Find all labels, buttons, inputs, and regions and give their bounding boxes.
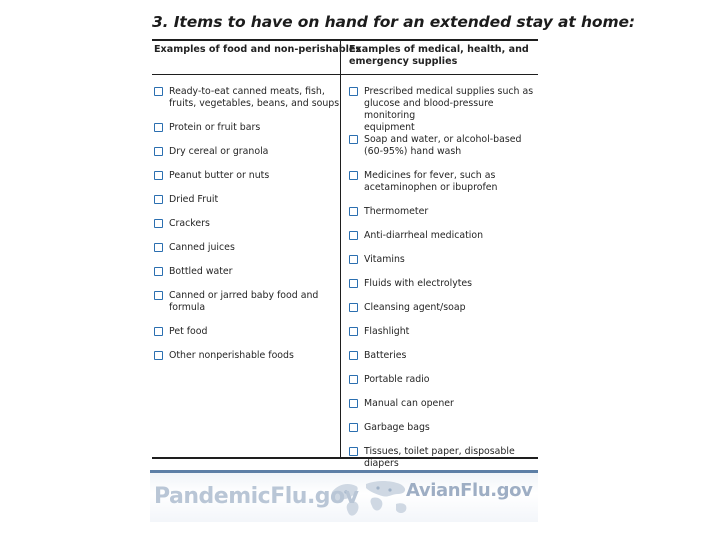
checklist-item-line: Canned or jarred baby food and (169, 290, 319, 301)
checklist-item (364, 230, 483, 242)
checklist-item (169, 290, 318, 314)
checklist-item-line: acetaminophen or ibuprofen (364, 182, 498, 193)
checklist-item-line: Fluids with electrolytes (364, 278, 473, 289)
checklist-item-line: Protein or fruit bars (169, 122, 261, 133)
checkbox-icon[interactable] (349, 447, 358, 456)
checklist-item (364, 302, 466, 314)
checklist-item-line: Soap and water, or alcohol-based (364, 134, 522, 145)
checklist-item (364, 326, 409, 338)
checklist-table (152, 39, 538, 469)
checkbox-icon[interactable] (154, 219, 163, 228)
checkbox-icon[interactable] (349, 327, 358, 336)
checkbox-icon[interactable] (349, 87, 358, 96)
checklist-item (364, 206, 428, 218)
checkbox-icon[interactable] (349, 231, 358, 240)
checklist-item (169, 266, 233, 278)
checklist-item (169, 122, 260, 134)
checkbox-icon[interactable] (349, 135, 358, 144)
checklist-item (364, 170, 498, 194)
checklist-item-line: Cleansing agent/soap (364, 302, 466, 313)
checkbox-icon[interactable] (349, 351, 358, 360)
checklist-item (364, 422, 430, 434)
checklist-item-line: Peanut butter or nuts (169, 170, 270, 181)
checklist-item (364, 86, 538, 134)
checklist-item-line: Dry cereal or granola (169, 146, 269, 157)
checkbox-icon[interactable] (154, 171, 163, 180)
checklist-item-line: equipment (364, 122, 415, 133)
checklist-item-line: Pet food (169, 326, 208, 337)
checklist-item-line: Vitamins (364, 254, 405, 265)
pandemicflu-logo[interactable]: PandemicFlu.gov (154, 484, 359, 509)
checklist-item (169, 350, 294, 362)
checklist-item-line: Batteries (364, 350, 407, 361)
column-header-medical (349, 44, 529, 68)
checklist-item-line: Portable radio (364, 374, 430, 385)
checklist-item-line: Canned juices (169, 242, 235, 253)
checkbox-icon[interactable] (154, 327, 163, 336)
checklist-item-line: Crackers (169, 218, 210, 229)
checklist-item-line: Other nonperishable foods (169, 350, 294, 361)
checklist-item-line: Ready-to-eat canned meats, fish, (169, 86, 325, 97)
header-bottom-rule (152, 74, 538, 75)
checkbox-icon[interactable] (349, 279, 358, 288)
checklist-item (169, 194, 218, 206)
checkbox-icon[interactable] (349, 171, 358, 180)
avianflu-logo[interactable]: AvianFlu.gov (406, 480, 533, 501)
column-header-food-line: Examples of food and non-perishables (154, 44, 362, 55)
checklist-item (169, 146, 268, 158)
page-title: 3. Items to have on hand for an extended stay at home: (152, 13, 636, 31)
checkbox-icon[interactable] (349, 255, 358, 264)
column-header-medical-line: emergency supplies (349, 56, 458, 67)
checkbox-icon[interactable] (154, 123, 163, 132)
checklist-item-line: Thermometer (364, 206, 429, 217)
checkbox-icon[interactable] (154, 267, 163, 276)
checklist-item (169, 86, 339, 110)
checkbox-icon[interactable] (154, 195, 163, 204)
checklist-item-line: Flashlight (364, 326, 410, 337)
checklist-item-line: Medicines for fever, such as (364, 170, 496, 181)
checkbox-icon[interactable] (349, 375, 358, 384)
column-header-food (154, 44, 361, 56)
checklist-item (169, 218, 210, 230)
checklist-item-line: Manual can opener (364, 398, 454, 409)
checkbox-icon[interactable] (349, 399, 358, 408)
checklist-item-line: Garbage bags (364, 422, 430, 433)
checklist-item (364, 350, 406, 362)
checklist-item (169, 326, 207, 338)
checklist-item-line: fruits, vegetables, beans, and soups (169, 98, 340, 109)
checklist-item (364, 278, 472, 290)
checklist-item (169, 170, 269, 182)
checklist-item (364, 398, 454, 410)
checkbox-icon[interactable] (154, 87, 163, 96)
checkbox-icon[interactable] (349, 423, 358, 432)
checkbox-icon[interactable] (154, 243, 163, 252)
checklist-item-line: formula (169, 302, 206, 313)
checkbox-icon[interactable] (154, 291, 163, 300)
checklist-item (364, 374, 430, 386)
column-header-medical-line: Examples of medical, health, and (349, 44, 529, 55)
checkbox-icon[interactable] (349, 207, 358, 216)
checkbox-icon[interactable] (154, 147, 163, 156)
checklist-item-line: Prescribed medical supplies such as (364, 86, 534, 97)
checklist-item (169, 242, 235, 254)
checklist-item (364, 254, 405, 266)
footer-rule (150, 470, 538, 473)
checklist-item-line: glucose and blood-pressure monitoring (364, 98, 494, 121)
checklist-item-line: Dried Fruit (169, 194, 219, 205)
checkbox-icon[interactable] (154, 351, 163, 360)
checklist-item-line: Anti-diarrheal medication (364, 230, 484, 241)
checklist-item-line: Tissues, toilet paper, disposable diapers (364, 446, 515, 469)
checklist-item (364, 446, 538, 470)
checklist-item (364, 134, 521, 158)
column-divider (340, 39, 341, 459)
checklist-item-line: (60-95%) hand wash (364, 146, 462, 157)
footer-banner (150, 470, 538, 522)
checkbox-icon[interactable] (349, 303, 358, 312)
checklist-item-line: Bottled water (169, 266, 233, 277)
table-top-rule (152, 39, 538, 41)
